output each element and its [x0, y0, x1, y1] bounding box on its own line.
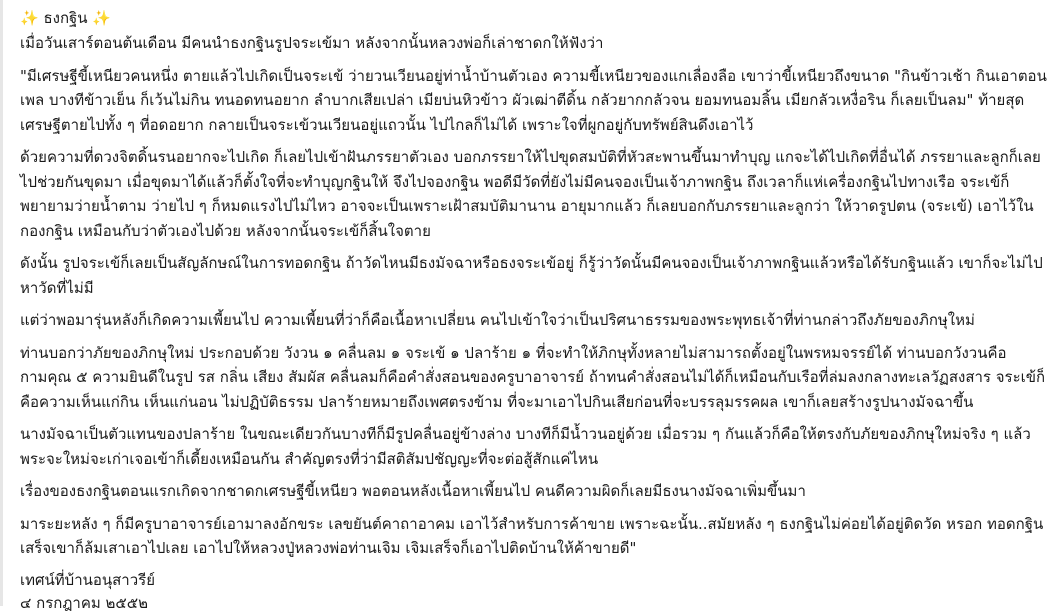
signoff-place: เทศน์ที่บ้านอนุสาวรีย์: [20, 570, 155, 589]
post-title-row: [20, 5, 1053, 31]
paragraph-distortion: แต่ว่าพอมารุ่นหลังก็เกิดความเพี้ยนไป ความเพี้ยนที่ว่าก็คือเนื้อหาเปลี่ยน คนไปเข้าใจว่าเป็นปริศนาธรรมของพระพุทธเจ้าที่ท่านกล่าวถึงภัยของภิกษุใหม่: [20, 311, 975, 329]
post-title: ธงกฐิน: [43, 9, 88, 27]
sparkles-icon: ✨: [20, 9, 39, 27]
paragraph-intro: เมื่อวันเสาร์ตอนต้นเดือน มีคนนำธงกฐินรูปจระเข้มา หลังจากนั้นหลวงพ่อก็เล่าชาดกให้ฟังว่า: [20, 34, 604, 52]
paragraph-dream: ด้วยความที่ดวงจิตดิ้นรนอยากจะไปเกิด ก็เลยไปเข้าฝันภรรยาตัวเอง บอกภรรยาให้ไปขุดสมบัติที่หัวสะพานขึ้นมาทำบุญ แกจะได้ไปเกิดที่อื่นได้ ภรรยาและลูกก็เลยไปช่วยกันขุดมา เมื่อขุดมาได้แล้วก็ตั้งใจที่จะทำบุญกฐินให้ จึงไปจองกฐิน พอดีมีวัดที่ยังไม่มีคนจองเป็นเจ้าภาพกฐิน ถึงเวลาก็แห่เครื่องกฐินไปทางเรือ จระเข้ก็พยายามว่ายน้ำตาม ว่ายไป ๆ ก็หมดแรงไปไม่ไหว อาจจะเป็นเพราะเฝ้าสมบัติมานาน อายุมากแล้ว ก็เลยบอกกับภรรยาและลูกว่า ให้วาดรูปตน (จระเข้) เอาไว้ในกองกฐิน เหมือนกับว่าตัวเองไปด้วย หลังจากนั้นจระเข้ก็สิ้นใจตาย: [20, 148, 1041, 240]
paragraph-mermaid: นางมัจฉาเป็นตัวแทนของปลาร้าย ในขณะเดียวกันบางทีก็มีรูปคลื่นอยู่ข้างล่าง บางทีก็มีน้ำวนอยู่ด้วย เมื่อรวม ๆ กันแล้วก็คือให้ตรงกับภัยของภิกษุใหม่จริง ๆ แล้ว พระจะใหม่จะเก่าเจอเข้าก็เดี้ยงเหมือนกัน สำคัญตรงที่ว่ามีสติสัมปชัญญะที่จะต่อสู้สักแค่ไหน: [20, 425, 1031, 468]
paragraph-origin: เรื่องของธงกฐินตอนแรกเกิดจากชาดกเศรษฐีขี้เหนียว พอตอนหลังเนื้อหาเพี้ยนไป คนดีความผิดก็เลยมีธงนางมัจฉาเพิ่มขึ้นมา: [20, 482, 806, 500]
sparkles-icon: ✨: [92, 9, 112, 27]
signoff-date: ๔ กรกฎาคม ๒๕๕๒: [20, 593, 149, 612]
paragraph-dangers: ท่านบอกว่าภัยของภิกษุใหม่ ประกอบด้วย วังวน ๑ คลื่นลม ๑ จระเข้ ๑ ปลาร้าย ๑ ที่จะทำให้ภิกษุทั้งหลายไม่สามารถตั้งอยู่ในพรหมจรรย์ได้ ท่านบอกวังวนคือกามคุณ ๕ ความยินดีในรูป รส กลิ่น เสียง สัมผัส คลื่นลมก็คือคำสั่งสอนของครูบาอาจารย์ ถ้าทนคำสั่งสอนไม่ได้ก็เหมือนกับเรือที่ล่มลงกลางทะเลวัฏสงสาร จระเข้ก็คือความเห็นแก่กิน เห็นแก่นอน ไม่ปฏิบัติธรรม ปลาร้ายหมายถึงเพศตรงข้าม ที่จะมาเอาไปกินเสียก่อนที่จะบรรลุมรรคผล เขาก็เลยสร้างรูปนางมัจฉาขึ้น: [20, 343, 1046, 411]
paragraph-miser-story: "มีเศรษฐีขี้เหนียวคนหนึ่ง ตายแล้วไปเกิดเป็นจระเข้ ว่ายวนเวียนอยู่ท่าน้ำบ้านตัวเอง ความขี้เหนียวของแกเลื่องลือ เขาว่าขี้เหนียวถึงขนาด "กินข้าวเช้า กินเอาตอนเพล บางทีข้าวเย็น ก็เว้นไม่กิน ทนอดทนอยาก ลำบากเสียเปล่า เมียบ่นหิวข้าว ผัวเฒ่าตีดิ้น กลัวยากกลัวจน ยอมทนอมลิ้น เมียกลัวเหงื่อริน ก็เลยเป็นลม" ท้ายสุดเศรษฐีตายไปทั้ง ๆ ที่อดอยาก กลายเป็นจระเข้วนเวียนอยู่แถวนั้น ไปไกลก็ไม่ได้ เพราะใจที่ผูกอยู่กับทรัพย์สินดึงเอาไว้: [20, 66, 1047, 134]
signoff: [20, 569, 1053, 615]
paragraph-symbol: ดังนั้น รูปจระเข้ก็เลยเป็นสัญลักษณ์ในการทอดกฐิน ถ้าวัดไหนมีธงมัจฉาหรือธงจระเข้อยู่ ก็รู้ว่าวัดนั้นมีคนจองเป็นเจ้าภาพกฐินแล้วหรือได้รับกฐินแล้ว เขาก็จะไม่ไปหาวัดที่ไม่มี: [20, 254, 1043, 297]
paragraph-later: มาระยะหลัง ๆ ก็มีครูบาอาจารย์เอามาลงอักขระ เลขยันต์คาถาอาคม เอาไว้สำหรับการค้าขาย เพราะฉะนั้น..สมัยหลัง ๆ ธงกฐินไม่ค่อยได้อยู่ติดวัด หรอก ทอดกฐินเสร็จเขาก็ล้มเสาเอาไปเลย เอาไปให้หลวงปู่หลวงพ่อท่านเจิม เจิมเสร็จก็เอาไปติดบ้านให้ค้าขายดี": [20, 514, 1044, 557]
